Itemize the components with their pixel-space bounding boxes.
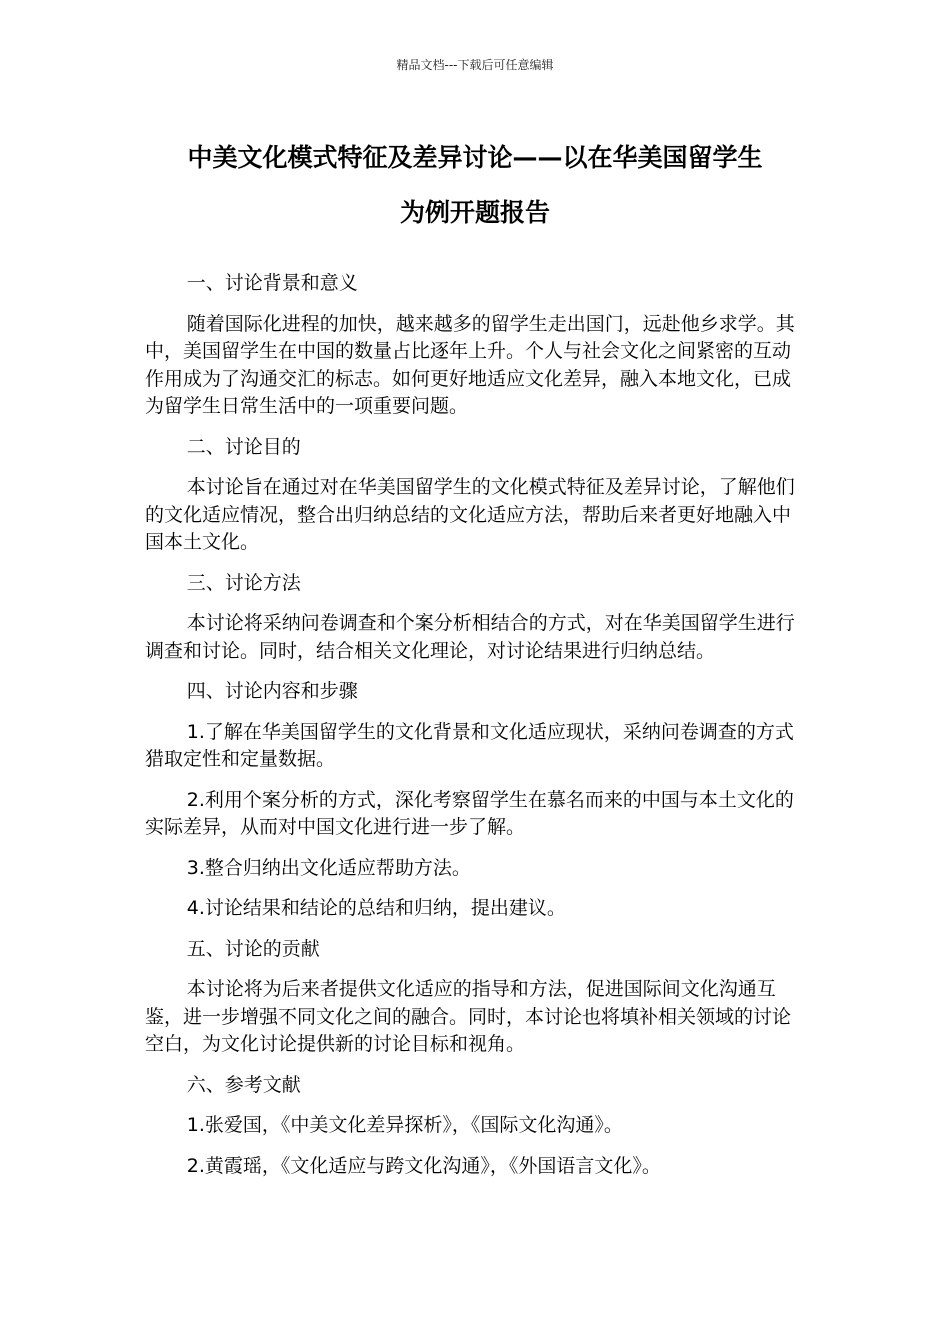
document-title xyxy=(140,130,810,240)
page-header: 精品文档---下载后可任意编辑 xyxy=(396,58,554,72)
section-4-heading: 四、讨论内容和步骤 xyxy=(186,680,358,702)
document-body xyxy=(145,270,795,1193)
section-1-heading: 一、讨论背景和意义 xyxy=(186,272,358,294)
section-2-heading: 二、讨论目的 xyxy=(186,435,301,458)
section-5-paragraph: 本讨论将为后来者提供文化适应的指导和方法，促进国际间文化沟通互鉴，进一步增强不同文化之间的融合。同时，本讨论也将填补相关领域的讨论空白，为文化讨论提供新的讨论目标和视角。 xyxy=(145,978,792,1055)
section-4-item: 1.了解在华美国留学生的文化背景和文化适应现状，采纳问卷调查的方式猎取定性和定量数据。 xyxy=(145,720,794,770)
section-3-paragraph: 本讨论将采纳问卷调查和个案分析相结合的方式，对在华美国留学生进行调查和讨论。同时，结合相关文化理论，对讨论结果进行归纳总结。 xyxy=(145,612,795,662)
title-line-2: 为例开题报告 xyxy=(399,198,550,227)
title-line-1: 中美文化模式特征及差异讨论——以在华美国留学生 xyxy=(187,143,763,172)
section-4-item: 3.整合归纳出文化适应帮助方法。 xyxy=(186,856,471,879)
reference-item: 2.黄霞瑶，《文化适应与跨文化沟通》，《外国语言文化》。 xyxy=(186,1154,661,1177)
section-1-paragraph: 随着国际化进程的加快，越来越多的留学生走出国门，远赴他乡求学。其中，美国留学生在中国的数量占比逐年上升。个人与社会文化之间紧密的互动作用成为了沟通交汇的标志。如何更好地适应文化差异，融入本地文化，已成为留学生日常生活中的一项重要问题。 xyxy=(145,312,795,417)
section-6-heading: 六、参考文献 xyxy=(186,1073,301,1096)
reference-item: 1.张爱国，《中美文化差异探析》，《国际文化沟通》。 xyxy=(186,1114,623,1136)
section-4-item: 2.利用个案分析的方式，深化考察留学生在慕名而来的中国与本土文化的实际差异，从而对中国文化进行进一步了解。 xyxy=(145,788,794,838)
section-4-item: 4.讨论结果和结论的总结和归纳，提出建议。 xyxy=(186,897,566,919)
section-3-heading: 三、讨论方法 xyxy=(186,571,301,594)
section-5-heading: 五、讨论的贡献 xyxy=(186,937,320,960)
section-2-paragraph: 本讨论旨在通过对在华美国留学生的文化模式特征及差异讨论，了解他们的文化适应情况，整合出归纳总结的文化适应方法，帮助后来者更好地融入中国本土文化。 xyxy=(145,476,795,553)
